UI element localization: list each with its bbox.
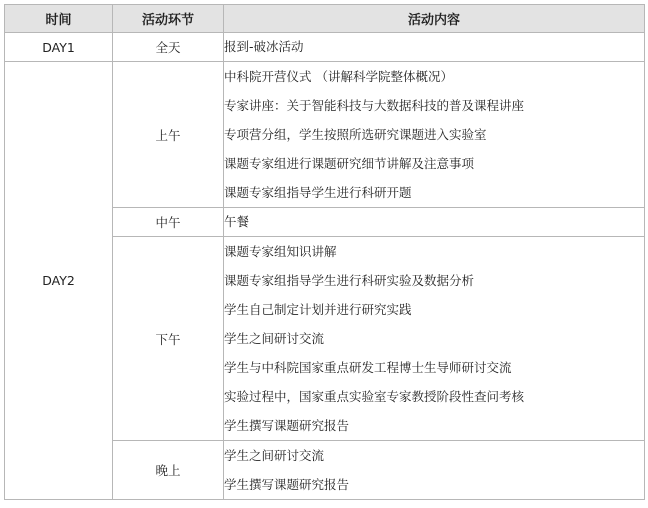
activity-item: 学生之间研讨交流: [224, 448, 325, 463]
day-cell-day1: DAY1: [5, 33, 113, 62]
content-cell-afternoon: [224, 237, 645, 441]
activity-item: 学生之间研讨交流: [224, 331, 325, 346]
session-cell-fullday: 全天: [113, 33, 224, 62]
header-time: 时间: [5, 5, 113, 33]
activity-item: 课题专家组指导学生进行科研开题: [224, 185, 412, 200]
content-cell-fullday: [224, 33, 645, 62]
activity-item: 专家讲座：关于智能科技与大数据科技的普及课程讲座: [224, 98, 525, 113]
content-cell-evening: [224, 441, 645, 500]
header-content: 活动内容: [224, 5, 645, 33]
table-body: [5, 33, 645, 500]
activity-item: 中科院开营仪式 （讲解科学院整体概况）: [224, 69, 453, 84]
day-cell-day2: DAY2: [5, 62, 113, 500]
table-row-day1: [5, 33, 645, 62]
header-session: 活动环节: [113, 5, 224, 33]
table-header: [5, 5, 645, 33]
session-cell-afternoon: 下午: [113, 237, 224, 441]
activity-item: 课题专家组指导学生进行科研实验及数据分析: [224, 273, 475, 288]
activity-item: 实验过程中，国家重点实验室专家教授阶段性查问考核: [224, 389, 525, 404]
session-cell-evening: 晚上: [113, 441, 224, 500]
content-cell-morning: [224, 62, 645, 208]
activity-item: 课题专家组知识讲解: [224, 244, 337, 259]
session-cell-morning: 上午: [113, 62, 224, 208]
activity-item: 学生撰写课题研究报告: [224, 477, 350, 492]
table-row-morning: [5, 62, 645, 208]
schedule-table: [4, 4, 645, 500]
header-row: [5, 5, 645, 33]
activity-item: 学生与中科院国家重点研发工程博士生导师研讨交流: [224, 360, 512, 375]
activity-item: 报到-破冰活动: [224, 39, 304, 54]
activity-item: 学生自己制定计划并进行研究实践: [224, 302, 412, 317]
session-cell-noon: 中午: [113, 208, 224, 237]
activity-item: 专项营分组，学生按照所选研究课题进入实验室: [224, 127, 487, 142]
activity-item: 午餐: [224, 214, 250, 229]
activity-item: 学生撰写课题研究报告: [224, 418, 350, 433]
content-cell-noon: [224, 208, 645, 237]
activity-item: 课题专家组进行课题研究细节讲解及注意事项: [224, 156, 475, 171]
